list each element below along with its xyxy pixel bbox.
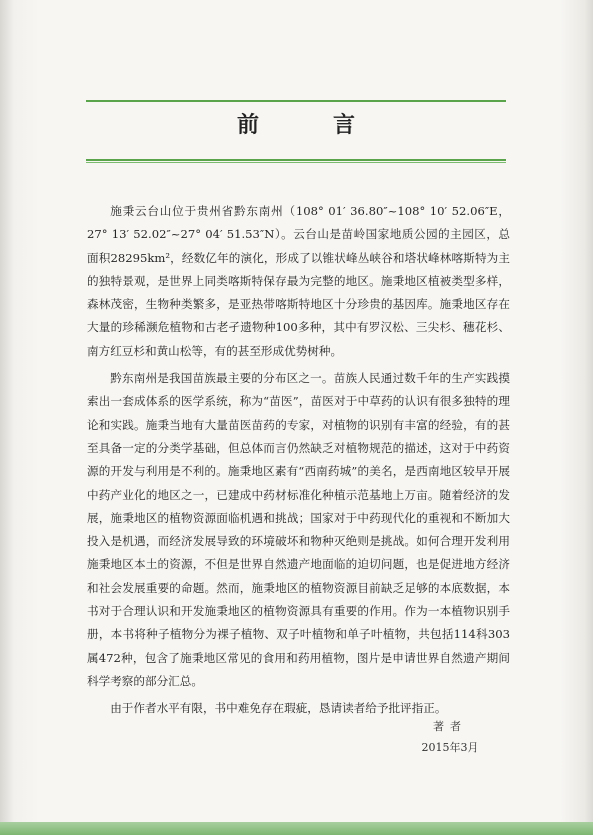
author-signature: 著者: [433, 720, 467, 733]
paragraph-3: 由于作者水平有限，书中难免存在瑕疵，恳请读者给予批评指正。: [110, 701, 447, 716]
paragraph-2: 黔东南州是我国苗族最主要的分布区之一。苗族人民通过数千年的生产实践摸索出一套成体系的医学系统，称为“苗医”，苗医对于中草药的认识有很多独特的理论和实践。施秉当地有大量苗医苗药的专家，对植物的识别有丰富的经验，有的甚至具备一定的分类学基础，但总体而言仍然缺乏对植物规范的描述，这对于中药资源的开发与利用是不利的。施秉地区素有“西南药城”的美名，是西南地区较早开展中药产业化的地区之一，已建成中药材标准化种植示范基地上万亩。随着经济的发展，施秉地区的植物资源面临机遇和挑战；国家对于中药现代化的重视和不断加大投入是机遇，而经济发展导致的环境破坏和物种灭绝则是挑战。如何合理开发利用施秉地区本土的资源，不但是世界自然遗产地面临的迫切问题，也是促进地方经济和社会发展重要的命题。然而，施秉地区的植物资源目前缺乏足够的本底数据，本书对于合理认识和开发施秉地区的植物资源具有重要的作用。作为一本植物识别手册，本书将种子植物分为裸子植物、双子叶植物和单子叶植物，共包括114科303属472种，包含了施秉地区常见的食用和药用植物，图片是申请世界自然遗产期间科学考察的部分汇总。: [87, 371, 510, 688]
preface-body: [87, 200, 510, 721]
header-rule-top: [86, 100, 506, 102]
preface-date: 2015年3月: [421, 741, 479, 754]
footer-green-bar: [0, 822, 593, 835]
page-title: 前 言: [236, 112, 381, 138]
header-rule-thin: [86, 162, 506, 163]
header-rule-bottom: [86, 159, 506, 161]
paragraph-1: 施秉云台山位于贵州省黔东南州（108° 01′ 36.80″~108° 10′ 52.06″E，27° 13′ 52.02″~27° 04′ 51.53″N）。云台山是苗岭国家地质公园的主园区，总面积28295km²，经数亿年的演化，形成了以锥状峰丛峡谷和塔状峰林喀斯特为主的独特景观，是世界上同类喀斯特保存最为完整的地区。施秉地区植被类型多样，森林茂密，生物种类繁多，是亚热带喀斯特地区十分珍贵的基因库。施秉地区存在大量的珍稀濒危植物和古老孑遗物种100多种，其中有罗汉松、三尖杉、穗花杉、南方红豆杉和黄山松等，有的甚至形成优势树种。: [87, 204, 510, 358]
